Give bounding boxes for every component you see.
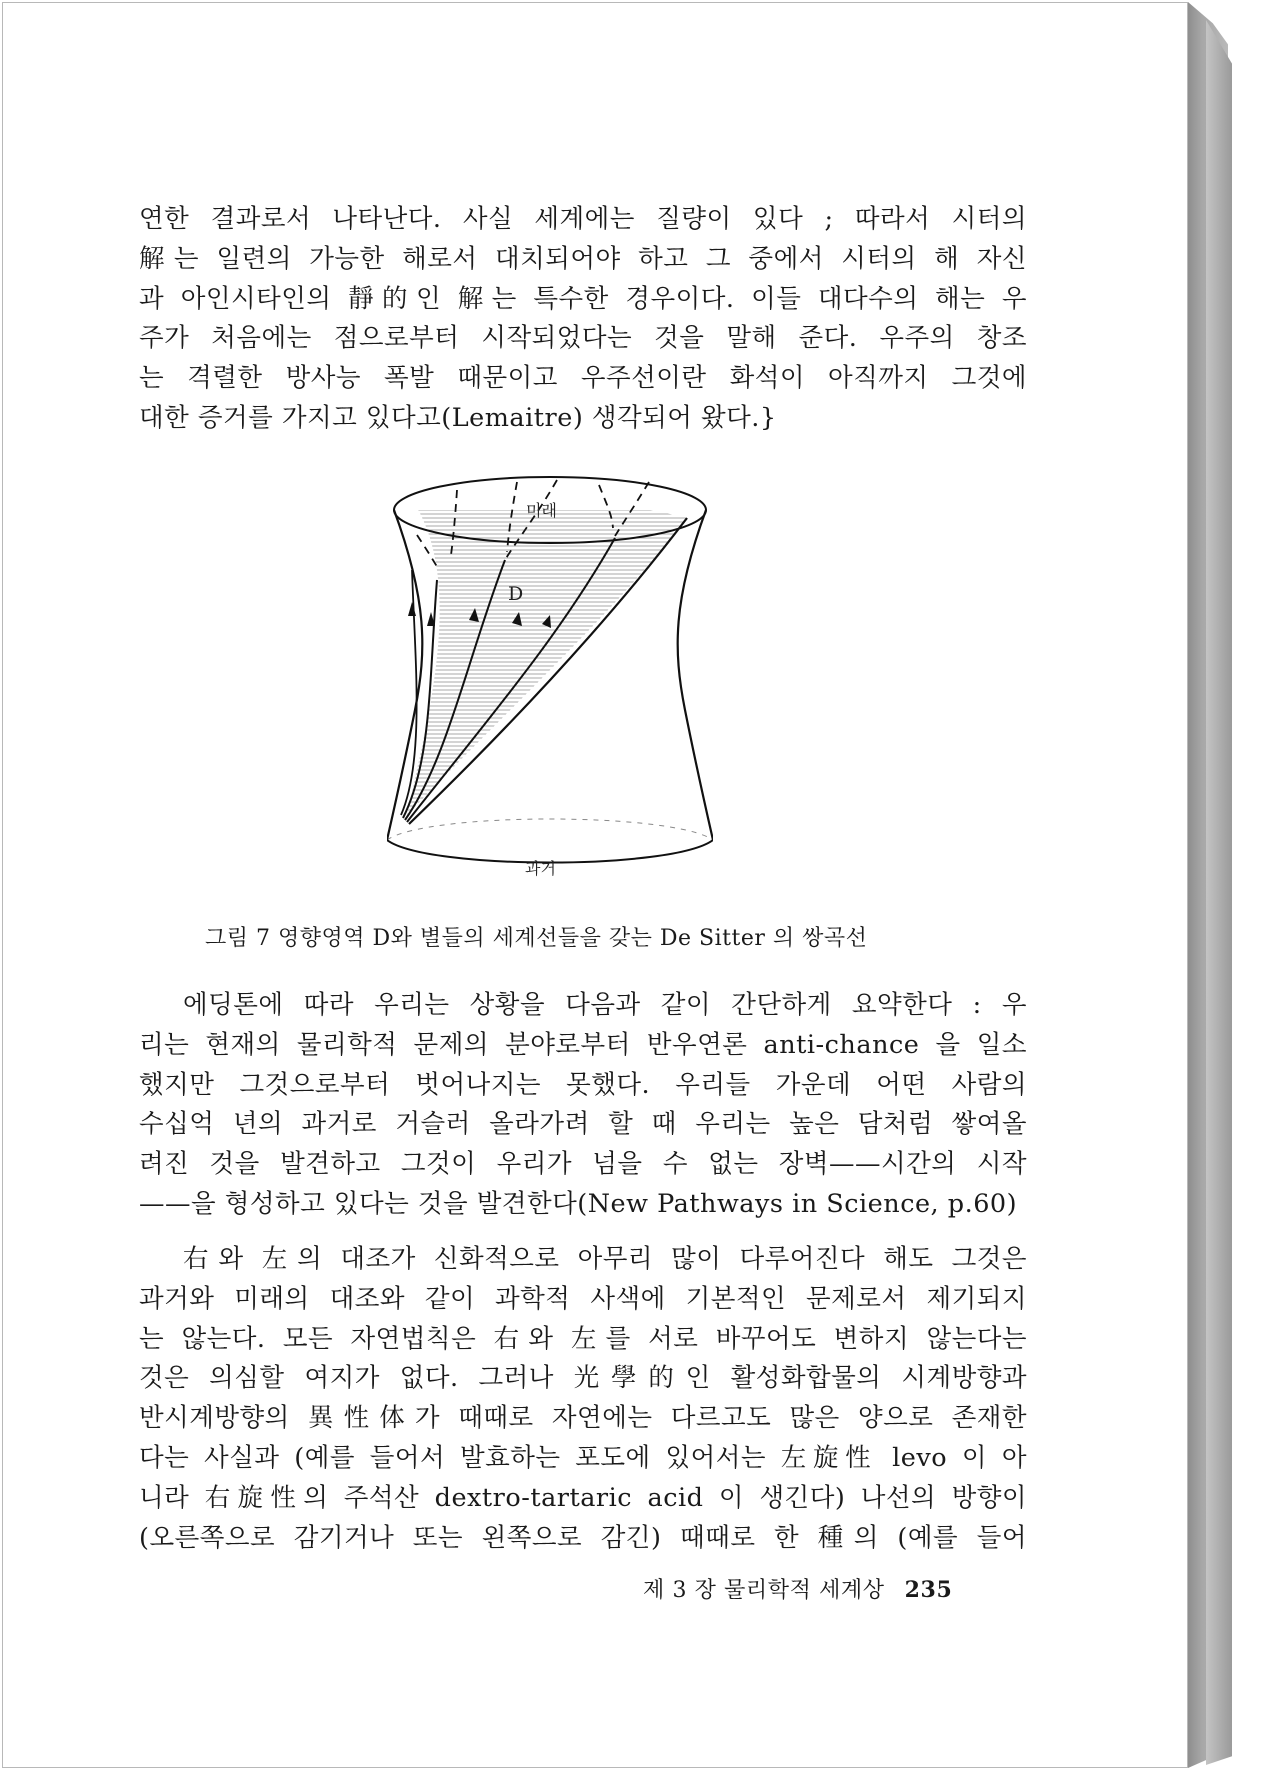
paragraph-eddington bbox=[139, 986, 1027, 1225]
page-number: 235 bbox=[904, 1577, 953, 1603]
text-line: 는 않는다. 모든 자연법칙은 右와 左를 서로 바꾸어도 변하지 않는다는 bbox=[139, 1323, 1027, 1354]
text-line: 에딩톤에 따라 우리는 상황을 다음과 같이 간단하게 요약한다 : 우 bbox=[183, 990, 1027, 1020]
text-line: ——을 형성하고 있다는 것을 발견한다(New Pathways in Science, p.60) bbox=[139, 1188, 1018, 1219]
text-line: 解는 일련의 가능한 해로서 대치되어야 하고 그 중에서 시터의 해 자신 bbox=[139, 243, 1027, 274]
text-line: 주가 처음에는 점으로부터 시작되었다는 것을 말해 준다. 우주의 창조 bbox=[139, 323, 1027, 354]
figure-caption: 그림 7 영향영역 D와 별들의 세계선들을 갖는 De Sitter 의 쌍곡선 bbox=[205, 926, 868, 951]
text-line: 과 아인시타인의 靜的인 解는 특수한 경우이다. 이들 대다수의 해는 우 bbox=[139, 283, 1027, 314]
text-line: (오른쪽으로 감기거나 또는 왼쪽으로 감긴) 때때로 한 種의 (예를 들어 bbox=[139, 1522, 1027, 1553]
label-past: 과거 bbox=[525, 859, 556, 878]
text-line: 수십억 년의 과거로 거슬러 올라가려 할 때 우리는 높은 담처럼 쌓여올 bbox=[139, 1109, 1027, 1140]
label-future: 미래 bbox=[526, 501, 557, 520]
text-line: 려진 것을 발견하고 그것이 우리가 넘을 수 없는 장벽——시간의 시작 bbox=[139, 1149, 1027, 1180]
text-line: 다는 사실과 (예를 들어서 발효하는 포도에 있어서는 左旋性 levo 이 아 bbox=[139, 1442, 1027, 1473]
text-line: 과거와 미래의 대조와 같이 과학적 사색에 기본적인 문제로서 제기되지 bbox=[139, 1283, 1027, 1314]
de-sitter-hyperboloid-figure bbox=[387, 460, 713, 884]
worldline bbox=[401, 570, 417, 815]
hyperboloid-right-edge bbox=[678, 510, 713, 840]
text-line: 것은 의심할 여지가 없다. 그러나 光學的인 활성화합물의 시계방향과 bbox=[139, 1363, 1027, 1394]
text-line: 했지만 그것으로부터 벗어나지는 못했다. 우리들 가운데 어떤 사람의 bbox=[139, 1069, 1027, 1100]
paragraph-top bbox=[139, 200, 1027, 439]
paragraph-right-left bbox=[139, 1240, 1027, 1558]
label-region-d: D bbox=[508, 583, 524, 605]
text-line: 대한 증거를 가지고 있다고(Lemaitre) 생각되어 왔다.} bbox=[139, 402, 777, 433]
text-line: 는 격렬한 방사능 폭발 때문이고 우주선이란 화석이 아직까지 그것에 bbox=[139, 363, 1027, 394]
running-footer bbox=[643, 1573, 952, 1604]
text-line: 반시계방향의 異性体가 때때로 자연에는 다르고도 많은 양으로 존재한 bbox=[139, 1403, 1027, 1434]
text-line: 연한 결과로서 나타난다. 사실 세계에는 질량이 있다 ; 따라서 시터의 bbox=[139, 204, 1027, 234]
text-line: 右와 左의 대조가 신화적으로 아무리 많이 다루어진다 해도 그것은 bbox=[183, 1244, 1027, 1274]
text-line: 니라 右旋性의 주석산 dextro-tartaric acid 이 생긴다) 나선의 방향이 bbox=[139, 1482, 1027, 1513]
chapter-title: 제 3 장 물리학적 세계상 bbox=[643, 1578, 885, 1603]
book-spine-edge bbox=[1206, 20, 1232, 1765]
arrow-head bbox=[408, 602, 416, 616]
text-line: 리는 현재의 물리학적 문제의 분야로부터 반우연론 anti-chance 을 일소 bbox=[139, 1029, 1027, 1060]
